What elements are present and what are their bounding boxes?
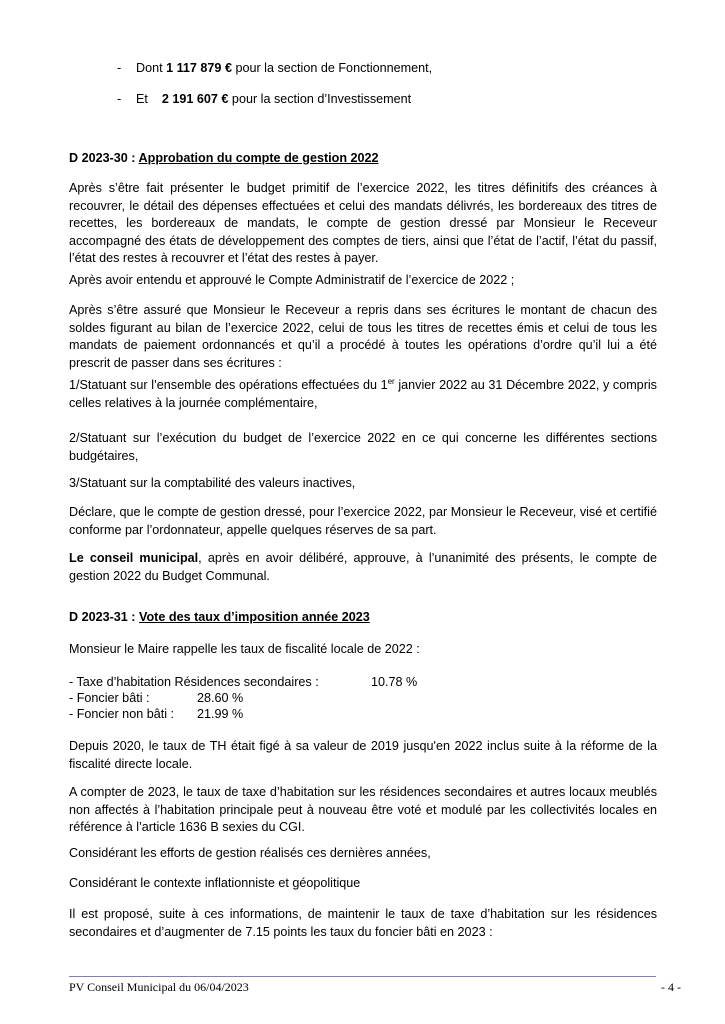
decision-code: D 2023-30 : [69,151,139,165]
bullet-dash-2: - [117,92,122,106]
bullet-suffix: pour la section d’Investissement [228,92,412,106]
footer-title: PV Conseil Municipal du 06/04/2023 [69,980,249,994]
paragraph: Il est proposé, suite à ces informations, de maintenir le taux de taxe d’habitation sur les résidences secondaires et d’augmenter de 7.15 points les taux du foncier bâti en 2023 : [69,907,657,939]
paragraph: Déclare, que le compte de gestion dressé, pour l’exercice 2022, par Monsieur le Receveur, visé et certifié conforme par l’ordonnateur, appelle quelques réserves de sa part. [69,505,657,537]
paragraph [69,550,657,585]
bullet-investissement [136,92,411,106]
text-span: , après en avoir délibéré, approuve, à l’unanimité des présents, le compte de gestion 2022 du Budget Communal. [69,551,657,583]
decision-code: D 2023-31 : [69,610,140,624]
text-span: 1/Statuant sur l’ensemble des opérations effectuées du 1 [69,378,388,392]
rate-value: 28.60 % [197,691,244,705]
paragraph: Monsieur le Maire rappelle les taux de fiscalité locale de 2022 : [69,642,420,656]
paragraph: Considérant les efforts de gestion réalisés ces dernières années, [69,846,431,860]
bold-text: Le conseil municipal [69,551,199,565]
bullet-amount: 1 117 879 € [166,61,232,75]
paragraph [69,377,657,412]
paragraph: Depuis 2020, le taux de TH était figé à sa valeur de 2019 jusqu'en 2022 inclus suite à la réforme de la fiscalité directe locale. [69,739,657,771]
paragraph: 3/Statuant sur la comptabilité des valeurs inactives, [69,476,356,490]
superscript: er [387,377,395,386]
bullet-prefix: Et [136,92,162,106]
page-number: - 4 - [661,980,681,994]
decision-title: Approbation du compte de gestion 2022 [138,151,379,165]
footer-divider [69,976,656,977]
bullet-prefix: Dont [136,61,167,75]
paragraph: Après s’être assuré que Monsieur le Receveur a repris dans ses écritures le montant de chacun des soldes figurant au bilan de l’exercice 2022, celui de tous les titres de recettes émis et celui de tous les mandats de paiement ordonnancés et qu’il a procédé à toutes les opérations d’ordre qu’il lui a été prescrit de passer dans ses écritures : [69,303,657,370]
rate-value: 10.78 % [371,675,418,689]
rate-label: - Foncier non bâti : [69,707,174,721]
paragraph: A compter de 2023, le taux de taxe d’habitation sur les résidences secondaires et autres locaux meublés non affectés à l’habitation principale peut à nouveau être voté et modulé par les collectivités locales en référence à l’article 1636 B sexies du CGI. [69,785,657,835]
rate-label: - Foncier bâti : [69,691,150,705]
section-heading-d2023-30 [69,151,379,165]
paragraph: 2/Statuant sur l’exécution du budget de l’exercice 2022 en ce qui concerne les différentes sections budgétaires, [69,431,657,463]
bullet-dash-1: - [117,61,122,75]
paragraph: Après avoir entendu et approuvé le Compte Administratif de l’exercice de 2022 ; [69,273,515,287]
bullet-suffix: pour la section de Fonctionnement, [231,61,433,75]
section-heading-d2023-31 [69,610,370,624]
decision-title: Vote des taux d’imposition année 2023 [139,610,370,624]
paragraph: Après s’être fait présenter le budget primitif de l’exercice 2022, les titres définitifs des créances à recouvrer, le détail des dépenses effectuées et celui des mandats délivrés, les bordereaux des titres de recettes, les bordereaux de mandats, le compte de gestion dressé par Monsieur le Receveur accompagné des états de développement des comptes de tiers, ainsi que l’état de l’actif, l’état du passif, l’état des restes à recouvrer et l’état des restes à payer. [69,181,657,266]
text-span: janvier 2022 au 31 Décembre 2022, y compris celles relatives à la journée complémentaire, [69,378,657,410]
bullet-fonctionnement [136,61,432,75]
bullet-amount: 2 191 607 € [161,92,229,106]
rate-label: - Taxe d’habitation Résidences secondaires : [69,675,319,689]
rate-value: 21.99 % [197,707,244,721]
paragraph: Considérant le contexte inflationniste et géopolitique [69,876,361,890]
